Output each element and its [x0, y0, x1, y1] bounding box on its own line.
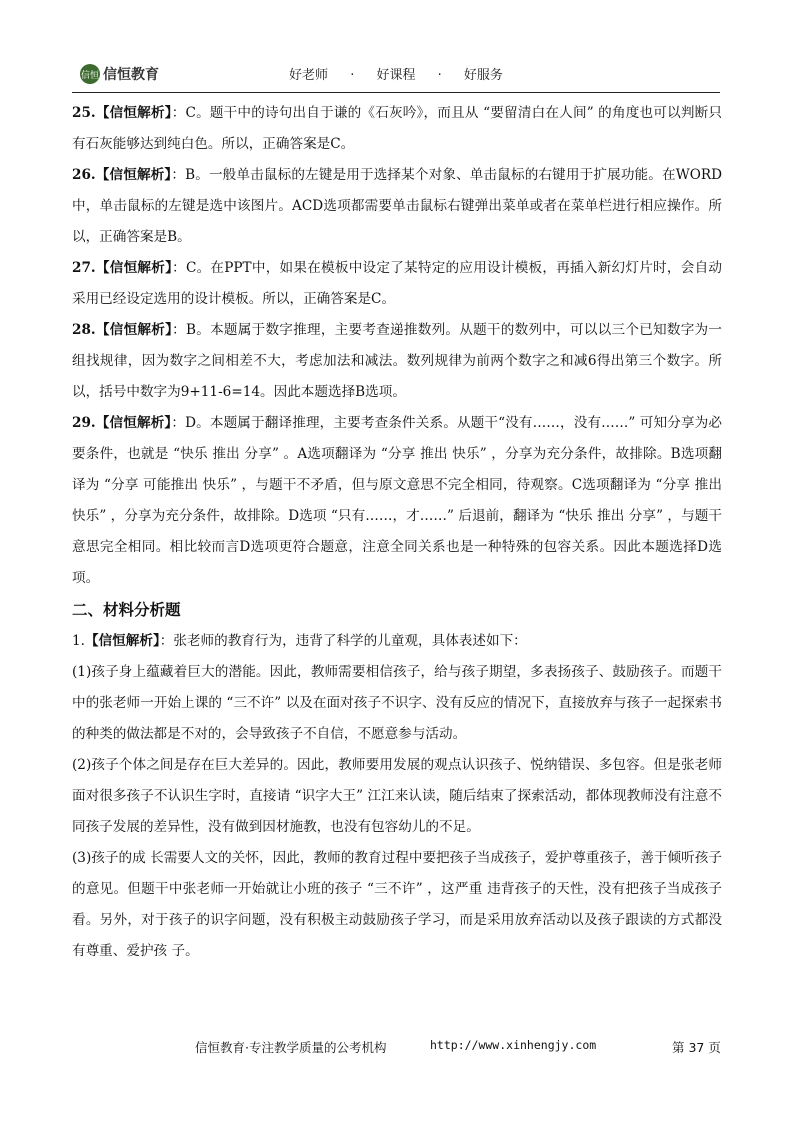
- answer-label: 【信恒解析】: [95, 322, 173, 338]
- answer-text: ：C。题干中的诗句出自于谦的《石灰吟》，而且从 “要留清白在人间” 的角度也可以判断只有石灰能够达到纯白色。所以，正确答案是C。: [72, 105, 723, 152]
- slogan-part: 好服务: [463, 68, 503, 83]
- answer-26: [72, 160, 722, 253]
- section-title: 二、材料分析题: [72, 601, 181, 619]
- material-answer-intro: [72, 626, 722, 657]
- page-content: [72, 98, 722, 967]
- material-point-2: (2)孩子个体之间是存在巨大差异的。因此，教师要用发展的观点认识孩子、悦纳错误、多包容。但是张老师面对很多孩子不认识生字时，直接请 “识字大王” 江江来认读，随后结束了探索活动，都体现教师没有注意不同孩子发展的差异性，没有做到因材施教，也没有包容幼儿的不足。: [72, 757, 722, 835]
- answer-text: ：B。本题属于数字推理，主要考查递推数列。从题干的数列中，可以以三个已知数字为一组找规律，因为数字之间相差不大，考虑加法和减法。数列规律为前两个数字之和减6得出第三个数字。所以，括号中数字为9+11-6=14。因此本题选择B选项。: [72, 322, 722, 400]
- slogan-part: 好课程: [376, 68, 416, 83]
- answer-text: ：D。本题属于翻译推理，主要考查条件关系。从题干“没有……，没有……” 可知分享为必要条件，也就是 “快乐 推出 分享” 。A选项翻译为 “分享 推出 快乐” ，分享为充分条件，故排除。B选项翻译为 “分享 可能推出 快乐” ，与题干不矛盾，但与原文意思不完全相同，待观察。C选项翻译为 “分享 推出 快乐” ，分享为充分条件，故排除。D选项 “只有……，才……” 后退前，翻译为 “快乐 推出 分享” ，与题干意思完全相同。相比较而言D选项更符合题意，注意全同关系也是一种特殊的包容关系。因此本题选择D选项。: [72, 415, 722, 586]
- logo-icon: 信恒: [80, 64, 100, 84]
- answer-number: 25.: [72, 105, 96, 121]
- page-header: [72, 58, 720, 93]
- slogan-separator: ·: [350, 68, 355, 83]
- slogan-separator: ·: [437, 68, 442, 83]
- page-footer: [0, 1038, 793, 1058]
- slogan-part: 好老师: [289, 68, 329, 83]
- answer-label: 【信恒解析】: [95, 260, 173, 276]
- answer-number: 26.: [72, 167, 96, 183]
- logo-text: 信恒教育: [103, 67, 159, 83]
- answer-label: 【信恒解析】: [95, 105, 172, 121]
- footer-url: http://www.xinhengjy.com: [430, 1038, 597, 1052]
- header-slogan: [72, 64, 720, 83]
- answer-text: ：B。一般单击鼠标的左键是用于选择某个对象、单击鼠标的右键用于扩展功能。在WORD中，单击鼠标的左键是选中该图片。ACD选项都需要单击鼠标右键弹出菜单或者在菜单栏进行相应操作。所以，正确答案是B。: [72, 167, 722, 245]
- answer-number: 1.: [72, 633, 85, 649]
- answer-label: 【信恒解析】: [95, 167, 172, 183]
- answer-number: 28.: [72, 322, 96, 338]
- answer-label: 【信恒解析】: [84, 633, 160, 649]
- answer-27: [72, 253, 722, 315]
- answer-label: 【信恒解析】: [95, 415, 172, 431]
- footer-org: 信恒教育·专注教学质量的公考机构: [195, 1040, 387, 1055]
- material-point-1: (1)孩子身上蕴藏着巨大的潜能。因此，教师需要相信孩子，给与孩子期望，多表扬孩子、鼓励孩子。而题干中的张老师一开始上课的 “三不许” 以及在面对孩子不识字、没有反应的情况下，直接放弃与孩子一起探索书的种类的做法都是不对的，会导致孩子不自信，不愿意参与活动。: [72, 664, 722, 742]
- answer-text: ：张老师的教育行为，违背了科学的儿童观，具体表述如下：: [159, 633, 527, 649]
- answer-text: ：C。在PPT中，如果在模板中设定了某特定的应用设计模板，再插入新幻灯片时，会自动采用已经设定选用的设计模板。所以，正确答案是C。: [72, 260, 722, 307]
- answer-25: [72, 98, 722, 160]
- answer-28: [72, 315, 722, 408]
- material-point-3: (3)孩子的成 长需要人文的关怀，因此，教师的教育过程中要把孩子当成孩子，爱护尊重孩子，善于倾听孩子的意见。但题干中张老师一开始就让小班的孩子 “三不许” ，这严重 违背孩子的天性，没有把孩子当成孩子看。另外，对于孩子的识字问题，没有积极主动鼓励孩子学习，而是采用放弃活动以及孩子跟读的方式都没有尊重、爱护孩 子。: [72, 850, 722, 959]
- answer-number: 29.: [72, 415, 96, 431]
- answer-number: 27.: [72, 260, 96, 276]
- page-number: 第 37 页: [672, 1040, 721, 1055]
- answer-29: [72, 408, 722, 594]
